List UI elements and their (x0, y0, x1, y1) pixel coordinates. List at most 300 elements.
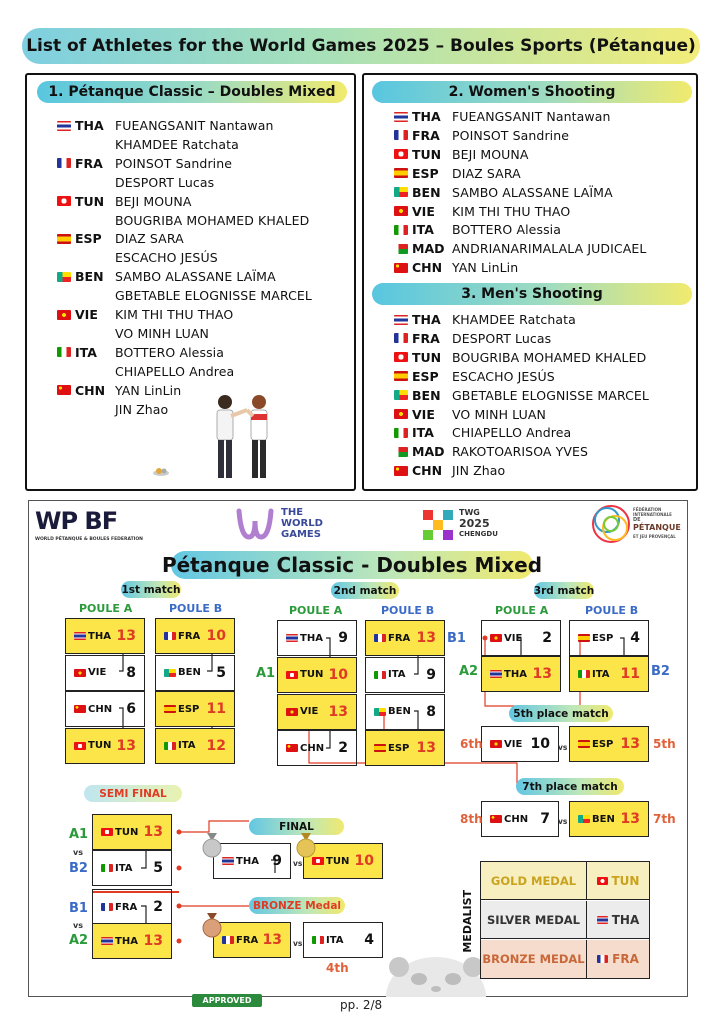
match2-label: 2nd match (331, 582, 399, 599)
country-code: ESP (412, 165, 439, 181)
flag-ben-icon (164, 669, 176, 677)
team-code: VIE (504, 632, 523, 644)
seventh-left-rank: 8th (460, 812, 483, 826)
team-code: FRA (115, 901, 138, 913)
flag-chn-icon (286, 744, 298, 752)
team-score: 13 (416, 740, 436, 757)
team-score: 13 (143, 933, 163, 949)
flag-tha-icon (490, 670, 502, 678)
match1-label: 1st match (121, 581, 181, 598)
flag-tha-icon (74, 632, 86, 640)
team-code: TUN (300, 669, 324, 681)
roster-row (57, 211, 309, 230)
athlete-name: JIN Zhao (452, 463, 506, 479)
match2-poule-b-team (365, 730, 445, 766)
chengdu-logo-line2: 2025 (459, 517, 490, 530)
flag-vie-icon (74, 669, 86, 677)
team-score: 5 (153, 860, 163, 876)
country-code: FRA (412, 330, 440, 346)
flag-tun-icon (74, 742, 86, 750)
roster-row (57, 154, 232, 173)
medal-row (481, 862, 649, 900)
match2-seed-a1: A1 (256, 666, 276, 681)
womens-roster-heading (372, 81, 692, 103)
final-label: FINAL (249, 818, 344, 835)
medal-winner-code: TUN (611, 873, 640, 888)
roster-row (394, 423, 571, 442)
flag-tha-icon (597, 916, 608, 924)
silver-medal-icon (201, 833, 223, 859)
roster-row (394, 461, 505, 480)
flag-vie-icon (394, 409, 408, 419)
team-score: 13 (620, 811, 640, 827)
fipjp-logo-top: FÉDÉRATION INTERNATIONALE (633, 507, 672, 517)
match2-poule-b-team (365, 657, 445, 693)
match1-poule-b-team (155, 728, 235, 764)
team-code: CHN (88, 703, 113, 715)
roster-row (394, 183, 613, 202)
roster-row (394, 202, 570, 221)
semi1-vs: vs (73, 848, 83, 857)
athlete-name: KIM THI THU THAO (452, 203, 571, 219)
match3-poule-a-label: POULE A (495, 604, 549, 617)
team-score: 13 (416, 630, 436, 646)
match3-poule-a-team (481, 620, 561, 656)
flag-fra-icon (374, 634, 386, 642)
world-games-logo-line3: GAMES (281, 529, 321, 540)
seventh-right-rank: 7th (653, 812, 676, 826)
doubles-heading-text: 1. Pétanque Classic – Doubles Mixed (48, 84, 336, 100)
roster-row (394, 310, 576, 329)
match1-poule-b-label: POULE B (169, 602, 223, 615)
flag-tun-icon (597, 877, 608, 885)
team-code: BEN (178, 667, 201, 678)
flag-esp-icon (578, 740, 590, 748)
fipjp-logo-de: DE (633, 517, 641, 523)
athlete-name: JIN Zhao (115, 401, 169, 417)
approved-badge: APPROVED (192, 994, 262, 1007)
roster-row (57, 324, 209, 343)
country-code: FRA (412, 127, 440, 143)
flag-tha-icon (101, 937, 113, 945)
flag-esp-icon (394, 371, 408, 381)
roster-row (57, 173, 214, 192)
roster-row (394, 107, 611, 126)
medal-row (481, 901, 649, 939)
athlete-name: DESPORT Lucas (452, 330, 552, 346)
team-score: 11 (206, 701, 226, 717)
team-code: VIE (504, 738, 523, 750)
team-code: TUN (115, 826, 139, 838)
country-code: THA (75, 118, 104, 133)
athlete-name: KHAMDEE Ratchata (452, 312, 576, 327)
match2-poule-a-team (277, 620, 357, 656)
match1-poule-a-team (65, 691, 145, 727)
fifth-left-rank: 6th (460, 737, 483, 751)
team-code: ITA (115, 862, 133, 874)
athlete-name: FUEANGSANIT Nantawan (115, 118, 274, 133)
medalist-label (457, 873, 477, 969)
flag-vie-icon (57, 310, 71, 320)
flag-ben-icon (578, 815, 590, 823)
country-code: VIE (412, 406, 435, 422)
bronze-right-rank: 4th (326, 961, 349, 975)
flag-fra-icon (394, 130, 408, 140)
roster-row (394, 442, 588, 461)
players-illustration-icon (197, 390, 287, 490)
bronze-vs: vs (293, 939, 303, 948)
roster-row (394, 405, 546, 424)
country-code: THA (412, 312, 441, 327)
flag-chn-icon (57, 385, 71, 395)
semi-final-label: SEMI FINAL (84, 785, 182, 802)
athlete-name: BOUGRIBA MOHAMED KHALED (115, 212, 310, 228)
team-score: 9 (338, 630, 348, 646)
athlete-name: SAMBO ALASSANE LAÏMA (115, 269, 276, 285)
team-code: ITA (326, 934, 344, 946)
match2-poule-a-label: POULE A (289, 604, 343, 617)
team-code: FRA (236, 934, 259, 946)
semi2-vs: vs (73, 921, 83, 930)
team-score: 13 (262, 932, 282, 948)
country-code: TUN (412, 349, 442, 365)
flag-esp-icon (374, 744, 386, 752)
country-code: FRA (75, 155, 103, 171)
mens-roster-heading (372, 283, 692, 305)
world-games-logo-line2: WORLD (281, 518, 323, 529)
roster-row (57, 362, 234, 381)
bronze-medal-icon (201, 913, 223, 939)
athlete-name: ESCACHO JESÚS (452, 368, 555, 384)
country-code: TUN (75, 193, 105, 209)
fifth-right-rank: 5th (653, 737, 676, 751)
team-score: 10 (530, 736, 550, 752)
match1-poule-a-label: POULE A (79, 602, 133, 615)
flag-tha-icon (286, 634, 298, 642)
athlete-name: CHIAPELLO Andrea (115, 363, 235, 379)
medal-winner-code: THA (611, 912, 640, 927)
roster-row (394, 126, 569, 145)
roster-row (57, 305, 233, 324)
match2-poule-b-team (365, 620, 445, 656)
athlete-name: BOTTERO Alessia (115, 344, 225, 360)
page-number: pp. 2/8 (340, 998, 383, 1012)
team-code: THA (115, 935, 138, 947)
roster-row (57, 343, 224, 362)
wpbf-logo-subtitle: WORLD PÉTANQUE & BOULES FEDERATION (35, 537, 143, 542)
flag-vie-icon (490, 740, 502, 748)
team-code: FRA (388, 632, 411, 644)
team-score: 10 (206, 628, 226, 644)
athlete-name: YAN LinLin (115, 382, 182, 398)
flag-fra-icon (394, 333, 408, 343)
athlete-name: FUEANGSANIT Nantawan (452, 109, 611, 124)
fifth-place-right-team (569, 726, 649, 762)
athlete-name: BEJI MOUNA (115, 193, 192, 209)
flag-fra-icon (101, 903, 113, 911)
flag-chn-icon (490, 815, 502, 823)
roster-row (394, 329, 551, 348)
seventh-vs: vs (558, 817, 568, 826)
roster-row (394, 348, 646, 367)
team-score: 12 (206, 737, 226, 754)
match3-poule-b-label: POULE B (585, 604, 639, 617)
flag-fra-icon (164, 632, 176, 640)
bracket-title: Pétanque Classic - Doubles Mixed (161, 553, 543, 577)
athlete-name: BOUGRIBA MOHAMED KHALED (452, 349, 647, 365)
roster-row (57, 248, 218, 267)
match2-poule-a-team (277, 694, 357, 730)
page-title-banner (22, 28, 700, 64)
country-code: MAD (412, 444, 445, 460)
seventh-place-left-team (481, 801, 559, 837)
flag-ben-icon (57, 272, 71, 282)
semi1-team (92, 814, 172, 850)
match1-poule-b-team (155, 655, 235, 691)
team-code: ESP (388, 742, 410, 754)
roster-row (394, 367, 555, 386)
match3-label: 3rd match (534, 582, 594, 599)
flag-chn-icon (74, 705, 86, 713)
team-score: 4 (630, 630, 640, 646)
bronze-left-team (213, 922, 291, 958)
womens-heading-text: 2. Women's Shooting (448, 84, 616, 100)
athlete-name: VO MINH LUAN (115, 325, 209, 341)
flag-ben-icon (394, 187, 408, 197)
country-code: ESP (412, 368, 439, 384)
athlete-name: KIM THI THU THAO (115, 307, 234, 322)
mens-heading-text: 3. Men's Shooting (461, 286, 603, 302)
team-code: VIE (88, 667, 107, 678)
athlete-name: GBETABLE ELOGNISSE MARCEL (452, 387, 649, 403)
medalist-text: MEDALIST (460, 889, 474, 953)
roster-row (57, 267, 276, 286)
athlete-name: POINSOT Sandrine (452, 127, 570, 143)
final-vs: vs (293, 859, 303, 868)
team-code: BEN (388, 706, 411, 718)
flag-esp-icon (394, 168, 408, 178)
wpbf-logo: WP BF (35, 507, 118, 535)
team-code: ITA (592, 668, 610, 680)
match1-poule-a-team (65, 618, 145, 654)
team-score: 6 (126, 701, 136, 717)
medal-label: BRONZE MEDAL (481, 940, 587, 978)
team-code: BEN (592, 813, 615, 825)
athlete-name: POINSOT Sandrine (115, 155, 233, 171)
team-score: 13 (532, 666, 552, 682)
team-score: 13 (620, 736, 640, 752)
athlete-name: SAMBO ALASSANE LAÏMA (452, 184, 613, 200)
athlete-name: BEJI MOUNA (452, 146, 529, 162)
match3-seed-b2: B2 (651, 664, 670, 679)
roster-row (57, 286, 312, 305)
athlete-name: ANDRIANARIMALALA JUDICAEL (452, 241, 647, 257)
flag-ita-icon (578, 670, 590, 678)
roster-row (394, 258, 518, 277)
flag-tun-icon (286, 671, 298, 679)
medal-winner (587, 940, 649, 978)
team-code: TUN (88, 740, 112, 751)
athlete-name: DIAZ SARA (115, 231, 184, 247)
seventh-place-right-team (569, 801, 649, 837)
medal-table (480, 861, 650, 979)
roster-row (394, 386, 649, 405)
flag-ita-icon (394, 428, 408, 438)
team-score: 2 (542, 630, 552, 646)
flag-esp-icon (164, 705, 176, 713)
semi-seed-b2: B2 (69, 861, 88, 876)
match3-seed-a2: A2 (459, 664, 479, 679)
flag-tha-icon (57, 121, 71, 131)
semi2-team (92, 923, 172, 959)
medal-label: SILVER MEDAL (481, 901, 587, 939)
flag-ben-icon (394, 390, 408, 400)
team-score: 13 (328, 703, 348, 720)
fifth-place-left-team (481, 726, 559, 762)
flag-mad-icon (394, 244, 408, 254)
match1-poule-a-team (65, 655, 145, 691)
team-code: ITA (178, 740, 196, 751)
roster-row (57, 400, 168, 419)
flag-tha-icon (222, 857, 234, 865)
semi-seed-b1: B1 (69, 901, 88, 916)
roster-row (394, 145, 529, 164)
team-code: FRA (178, 630, 201, 642)
team-code: CHN (300, 742, 325, 754)
country-code: BEN (412, 387, 441, 403)
medal-label: GOLD MEDAL (481, 862, 587, 900)
team-score: 10 (328, 666, 348, 683)
team-code: ESP (592, 738, 614, 750)
team-score: 2 (338, 740, 348, 757)
semi1-team (92, 850, 172, 886)
roster-row (57, 229, 184, 248)
team-code: THA (88, 630, 111, 642)
country-code: TUN (412, 146, 442, 162)
athlete-name: KHAMDEE Ratchata (115, 136, 239, 152)
doubles-roster-heading (37, 81, 347, 103)
team-score: 5 (216, 664, 226, 681)
athlete-name: CHIAPELLO Andrea (452, 425, 572, 441)
medal-winner (587, 901, 649, 938)
flag-ita-icon (374, 671, 386, 679)
flag-vie-icon (394, 206, 408, 216)
country-code: ITA (412, 425, 434, 441)
team-code: THA (300, 632, 323, 644)
flag-chn-icon (394, 466, 408, 476)
country-code: VIE (412, 203, 435, 219)
roster-row (394, 164, 521, 183)
flag-mad-icon (394, 447, 408, 457)
semi2-team (92, 889, 172, 925)
medal-row (481, 940, 649, 978)
flag-esp-icon (57, 234, 71, 244)
team-code: VIE (300, 706, 319, 718)
medal-winner (587, 862, 649, 899)
flag-fra-icon (57, 158, 71, 168)
match1-poule-b-team (155, 618, 235, 654)
gold-medal-icon (295, 833, 317, 859)
shooting-roster-panel (362, 73, 698, 491)
flag-chn-icon (394, 263, 408, 273)
flag-fra-icon (222, 936, 234, 944)
roster-row (57, 116, 274, 135)
team-code: THA (236, 855, 259, 867)
match2-poule-a-team (277, 657, 357, 693)
chengdu-logo-line3: CHENGDU (459, 530, 498, 538)
bronze-label: BRONZE Medal (249, 897, 345, 914)
team-score: 7 (540, 811, 550, 827)
team-code: ESP (178, 703, 200, 715)
match2-seed-b1: B1 (447, 631, 466, 646)
team-code: CHN (504, 813, 529, 825)
bracket-sheet (28, 500, 688, 997)
athlete-name: GBETABLE ELOGNISSE MARCEL (115, 288, 312, 304)
team-code: TUN (326, 855, 350, 867)
country-code: VIE (75, 307, 98, 322)
flag-tha-icon (394, 315, 408, 325)
flag-tun-icon (101, 828, 113, 836)
country-code: CHN (75, 382, 106, 398)
country-code: ESP (75, 231, 102, 247)
match3-poule-b-team (569, 620, 649, 656)
doubles-roster-panel (25, 73, 356, 491)
match2-poule-a-team (277, 730, 357, 766)
page-title: List of Athletes for the World Games 2025 – Boules Sports (Pétanque) (26, 36, 696, 56)
flag-fra-icon (597, 955, 608, 963)
flag-ita-icon (312, 936, 324, 944)
flag-esp-icon (578, 634, 590, 642)
team-score: 9 (272, 853, 282, 869)
medal-winner-code: FRA (612, 952, 639, 966)
flag-ita-icon (394, 225, 408, 235)
final-left-team (213, 843, 291, 879)
match1-poule-b-team (155, 691, 235, 727)
match3-poule-b-team (569, 656, 649, 692)
roster-row (394, 239, 646, 258)
semi-seed-a2: A2 (69, 933, 89, 948)
country-code: BEN (75, 269, 104, 285)
fifth-vs: vs (558, 743, 568, 752)
country-code: THA (412, 109, 441, 124)
team-score: 8 (426, 703, 436, 720)
bronze-right-team (303, 922, 383, 958)
roster-row (57, 381, 181, 400)
country-code: MAD (412, 241, 445, 257)
country-code: BEN (412, 184, 441, 200)
athlete-name: VO MINH LUAN (452, 406, 546, 422)
world-games-logo-line1: THE (281, 507, 304, 518)
team-score: 9 (426, 666, 436, 683)
boule-icon (151, 465, 171, 477)
flag-vie-icon (490, 634, 502, 642)
country-code: CHN (412, 463, 443, 479)
team-score: 13 (116, 737, 136, 754)
match3-poule-a-team (481, 656, 561, 692)
fipjp-logo-main: PÉTANQUE (633, 523, 681, 532)
team-score: 2 (153, 899, 163, 915)
country-code: ITA (412, 222, 434, 238)
flag-tun-icon (394, 352, 408, 362)
fifth-place-label: 5th place match (509, 705, 613, 722)
team-score: 8 (126, 664, 136, 681)
flag-ita-icon (164, 742, 176, 750)
match2-poule-b-label: POULE B (381, 604, 435, 617)
team-score: 13 (143, 824, 163, 840)
team-code: THA (504, 668, 527, 680)
team-score: 4 (364, 932, 374, 948)
country-code: CHN (412, 260, 443, 276)
